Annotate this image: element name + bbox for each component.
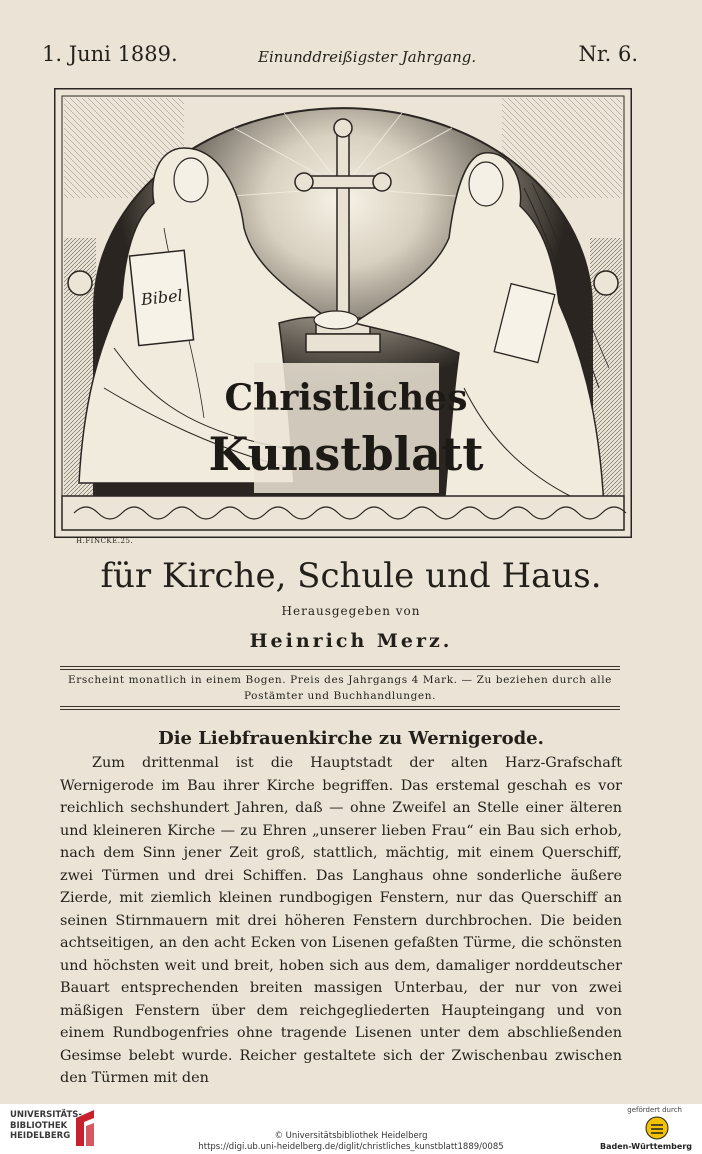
masthead-subtitle: für Kirche, Schule und Haus. (100, 556, 602, 596)
funder-crest-icon[interactable] (644, 1116, 670, 1140)
publication-notice: Erscheint monatlich in einem Bogen. Preis des Jahrgangs 4 Mark. — Zu beziehen durch alle Postämter und Buchhandlungen. (68, 674, 612, 702)
source-url-link[interactable]: https://digi.ub.uni-heidelberg.de/diglit/christliches_kunstblatt1889/0085 (198, 1142, 504, 1152)
masthead-title-line1: Christliches (224, 377, 468, 419)
divider-bottom-inner (60, 709, 620, 710)
library-name-line: HEIDELBERG (10, 1131, 71, 1141)
library-name-line: BIBLIOTHEK (10, 1120, 68, 1131)
artist-credit: H.FINCKE.25. (76, 537, 134, 545)
editor-prefix: Herausgegeben von (281, 604, 421, 618)
library-name-line: UNIVERSITÄTS- (10, 1110, 82, 1120)
issue-date: 1. Juni 1889. (42, 42, 178, 66)
volume-label: Einunddreißigster Jahrgang. (258, 48, 477, 66)
funded-by-label: gefördert durch (627, 1106, 682, 1114)
divider-bottom (60, 706, 620, 707)
funder-name: Baden-Württemberg (599, 1142, 692, 1151)
footer-bar (0, 1104, 702, 1154)
issue-number: Nr. 6. (578, 42, 638, 66)
article-title: Die Liebfrauenkirche zu Wernigerode. (158, 728, 544, 749)
masthead-illustration (54, 88, 632, 538)
joined-hands (314, 311, 358, 329)
divider-top-inner (60, 669, 620, 670)
article-body (60, 752, 622, 1090)
masthead-title-line2: Kunstblatt (208, 427, 484, 481)
editor-name: Heinrich Merz. (249, 630, 453, 652)
article-paragraph: Zum drittenmal ist die Hauptstadt der alten Harz-Grafschaft Wernigerode im Bau ihrer Kirche begriffen. Das erstemal geschah es vor reichlich sechshundert Jahren, daß — ohne Zweifel an Stelle einer älteren und kleineren Kirche — zu Ehren „unserer lieben Frau“ ein Bau sich erhob, nach dem Sinn jener Zeit groß, stattlich, mächtig, mit einem Querschiff, zwei Türmen und drei Schiffen. Das Langhaus ohne sonderliche äußere Zierde, mit ziemlich kleinen rundbogigen Fenstern, nur das Querschiff an seinen Stirnmauern mit drei höheren Fenstern durchbrochen. Die beiden achtseitigen, an den acht Ecken von Lisenen gefaßten Türme, die schönsten und höchsten weit und breit, hoben sich aus dem, damaliger norddeutscher Bauart entsprechenden breiten massigen Unterbau, der nur von zwei mäßigen Fenstern über dem reichgegliederten Haupteingang und von einem Rundbogenfries ohne tragende Lisenen unter dem abschließenden Gesimse belebt wurde. Reicher gestaltete sich der Zwischenbau zwischen den Türmen mit den (60, 755, 622, 1086)
divider-top (60, 666, 620, 667)
bible-label: Bibel (140, 285, 184, 310)
copyright-notice: © Universitätsbibliothek Heidelberg (274, 1131, 428, 1141)
